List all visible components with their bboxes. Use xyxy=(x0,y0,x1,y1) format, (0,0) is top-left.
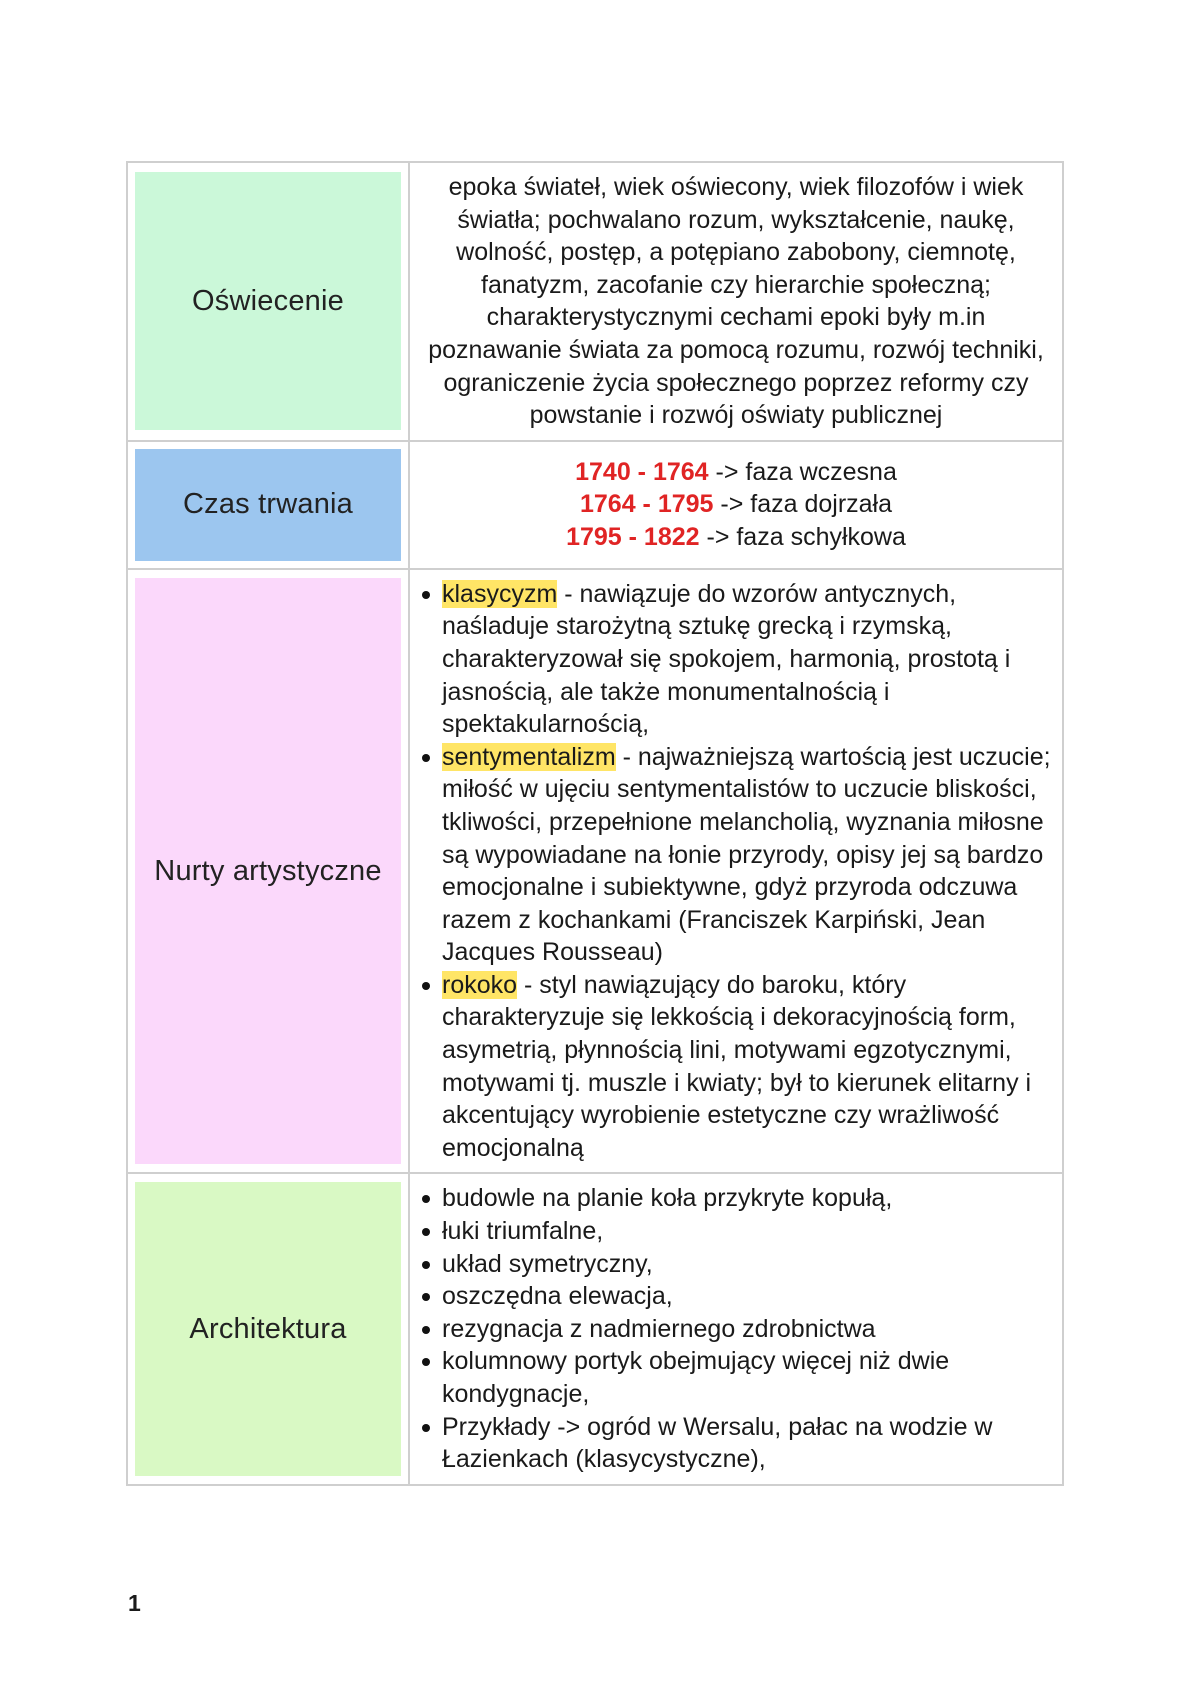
definition-text: epoka świateł, wiek oświecony, wiek filozofów i wiek światła; pochwalano rozum, wykształcenie, naukę, wolność, postęp, a potępiano zabobony, ciemnotę, fanatyzm, zacofanie czy hierarchie społeczną; charakterystycznymi cechami epoki były m.in poznawanie świata za pomocą rozumu, rozwój techniki, ograniczenie życia społecznego poprzez reformy czy powstanie i rozwój oświaty publicznej xyxy=(410,163,1064,442)
highlighted-term: sentymentalizm xyxy=(442,742,616,771)
term-description: - najważniejszą wartością jest uczucie; miłość w ujęciu sentymentalistów to uczucie bliskości, tkliwości, przepełnione melancholią, wyznania miłosne są wypowiadane na łonie przyrody, opisy jej są bardzo emocjonalne i subiektywne, gdyż przyroda odczuwa razem z kochankami (Franciszek Karpiński, Jean Jacques Rousseau) xyxy=(442,742,1051,967)
art-movements-list xyxy=(420,578,1052,1165)
list-item: kolumnowy portyk obejmujący więcej niż dwie kondygnacje, xyxy=(420,1345,1052,1410)
table-row-czas-trwania xyxy=(128,442,1064,570)
phase-years: 1764 - 1795 xyxy=(579,490,714,519)
duration-phases xyxy=(410,442,1064,570)
highlighted-term: rokoko xyxy=(442,970,518,999)
highlighted-term: klasycyzm xyxy=(442,579,558,608)
architecture-list-cell xyxy=(410,1174,1064,1485)
table-row-architektura xyxy=(128,1174,1064,1485)
row-label-nurty-artystyczne: Nurty artystyczne xyxy=(135,578,401,1164)
list-item: Przykłady -> ogród w Wersalu, pałac na wodzie w Łazienkach (klasycystyczne), xyxy=(420,1411,1052,1476)
list-item: budowle na planie koła przykryte kopułą, xyxy=(420,1182,1052,1215)
list-item xyxy=(420,578,1052,741)
row-label-oswiecenie: Oświecenie xyxy=(135,172,401,430)
phase-years: 1740 - 1764 xyxy=(575,457,709,486)
phase-line xyxy=(420,456,1052,489)
list-item: oszczędna elewacja, xyxy=(420,1280,1052,1313)
table-row-oswiecenie xyxy=(128,163,1064,442)
architecture-list xyxy=(420,1182,1052,1475)
term-description: - styl nawiązujący do baroku, który charakteryzuje się lekkością i dekoracyjnością form, asymetrią, płynnością lini, motywami egzotycznymi, motywami tj. muszle i kwiaty; był to kierunek elitarny i akcentujący wyrobienie estetyczne czy wrażliwość emocjonalną xyxy=(442,970,1032,1162)
phase-description: -> faza wczesna xyxy=(708,457,897,486)
list-item xyxy=(420,741,1052,969)
phase-line xyxy=(420,488,1052,521)
term-description: - nawiązuje do wzorów antycznych, naśladuje starożytną sztukę grecką i rzymską, charakteryzował się spokojem, harmonią, prostotą i jasnością, ale także monumentalnością i spektakularnością, xyxy=(442,579,1011,739)
page-number: 1 xyxy=(128,1590,141,1616)
phase-years: 1795 - 1822 xyxy=(566,523,700,552)
phase-description: -> faza schyłkowa xyxy=(699,523,906,552)
phase-description: -> faza dojrzała xyxy=(713,490,893,519)
row-label-architektura: Architektura xyxy=(135,1182,401,1476)
list-item: rezygnacja z nadmiernego zdrobnictwa xyxy=(420,1313,1052,1346)
phase-line xyxy=(420,521,1052,554)
list-item: układ symetryczny, xyxy=(420,1248,1052,1281)
epoch-summary-table xyxy=(126,161,1064,1486)
art-movements-list-cell xyxy=(410,570,1064,1175)
list-item: łuki triumfalne, xyxy=(420,1215,1052,1248)
list-item xyxy=(420,969,1052,1165)
row-label-czas-trwania: Czas trwania xyxy=(135,449,401,561)
table-row-nurty-artystyczne xyxy=(128,570,1064,1175)
